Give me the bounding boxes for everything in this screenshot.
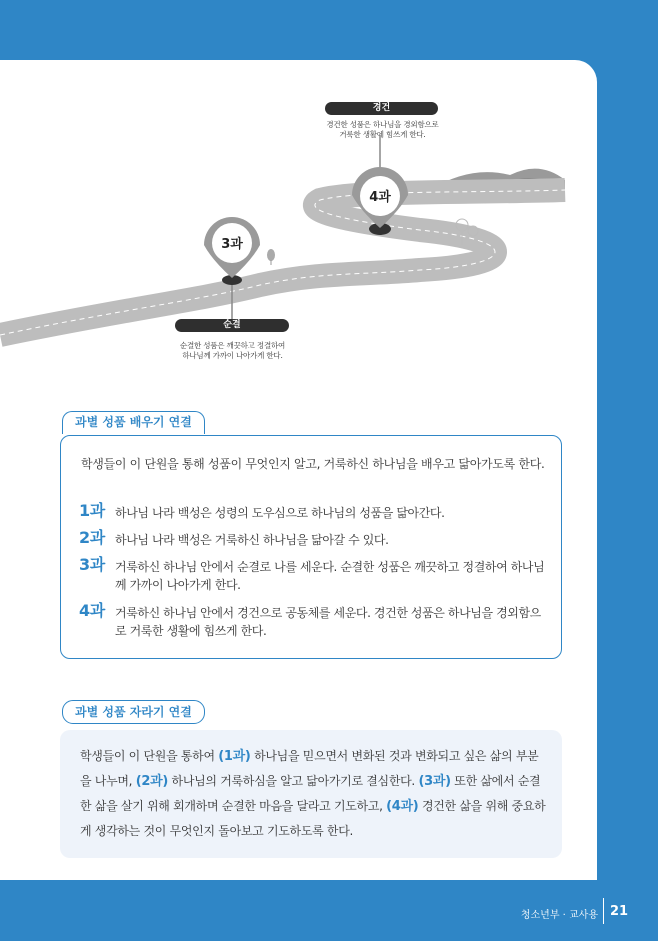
- lesson-number: 2과: [79, 528, 105, 547]
- lesson-ref: (1과): [218, 749, 251, 764]
- lesson-item-4: [79, 601, 549, 640]
- badge-piety: 경건: [325, 102, 438, 115]
- section2-text: 학생들이 이 단원을 통하여: [80, 749, 219, 763]
- lesson-ref: (3과): [418, 774, 451, 789]
- lesson-text: 하나님 나라 백성은 거룩하신 하나님을 닮아갈 수 있다.: [115, 533, 389, 547]
- lesson-text: 거룩하신 하나님 안에서 순결로 나를 세운다. 순결한 성품은 깨끗하고 정결하여 하나님께 가까이 나아가게 한다.: [115, 560, 545, 592]
- caption-purity-line1: 순결한 성품은 깨끗하고 정결하여: [179, 341, 286, 350]
- lesson-number: 1과: [79, 501, 105, 520]
- lesson-number: 3과: [79, 555, 105, 574]
- section2-text: 하나님을 믿으면서 변화된 것과 변화되고 싶은 삶의 부분을 나누며,: [80, 749, 539, 788]
- footer-divider: [603, 898, 604, 924]
- lesson-item-1: [79, 501, 549, 522]
- page-number: 21: [610, 904, 629, 919]
- caption-piety-line1: 경건한 성품은 하나님을 경외함으로: [326, 120, 439, 129]
- small-tree-icon: [267, 249, 275, 265]
- lesson3-pin-label: 3과: [221, 237, 243, 252]
- caption-piety: [290, 120, 475, 140]
- section2-text: 경건한 삶을 위해 중요하게 생각하는 것이 무엇인지 돌아보고 기도하도록 한다.: [80, 799, 546, 838]
- lesson4-pin-label: 4과: [369, 190, 391, 205]
- section1-tab: 과별 성품 배우기 연결: [62, 411, 205, 434]
- lesson-number: 4과: [79, 601, 105, 620]
- badge-purity: 순결: [175, 319, 289, 332]
- caption-purity-line2: 하나님께 가까이 나아가게 한다.: [182, 351, 283, 360]
- section2-box: [60, 730, 562, 858]
- caption-piety-line2: 거룩한 생활에 힘쓰게 한다.: [339, 130, 426, 139]
- lesson-item-3: [79, 555, 549, 594]
- caption-purity: [140, 341, 325, 361]
- section2-text: 또한 삶에서 순결한 삶을 살기 위해 회개하며 순결한 마음을 달라고 기도하고,: [80, 774, 541, 813]
- section2-text: 하나님의 거룩하심을 알고 닮아가기로 결심한다.: [168, 774, 419, 788]
- lesson-text: 하나님 나라 백성은 성령의 도우심으로 하나님의 성품을 닮아간다.: [115, 506, 445, 520]
- section1-intro: 학생들이 이 단원을 통해 성품이 무엇인지 알고, 거룩하신 하나님을 배우고 닮아가도록 한다.: [81, 457, 545, 471]
- road-path: [0, 190, 565, 335]
- lesson-ref: (4과): [386, 799, 419, 814]
- footer-book-title: 청소년부 · 교사용: [520, 910, 598, 921]
- page-sheet: [0, 60, 597, 880]
- section2-tab: 과별 성품 자라기 연결: [62, 700, 205, 724]
- lesson-item-2: [79, 528, 549, 549]
- section1-box: [60, 435, 562, 659]
- lesson-ref: (2과): [135, 774, 169, 789]
- lesson-text: 거룩하신 하나님 안에서 경건으로 공동체를 세운다. 경건한 성품은 하나님을 경외함으로 거룩한 생활에 힘쓰게 한다.: [115, 606, 541, 638]
- section2-body: [80, 744, 548, 844]
